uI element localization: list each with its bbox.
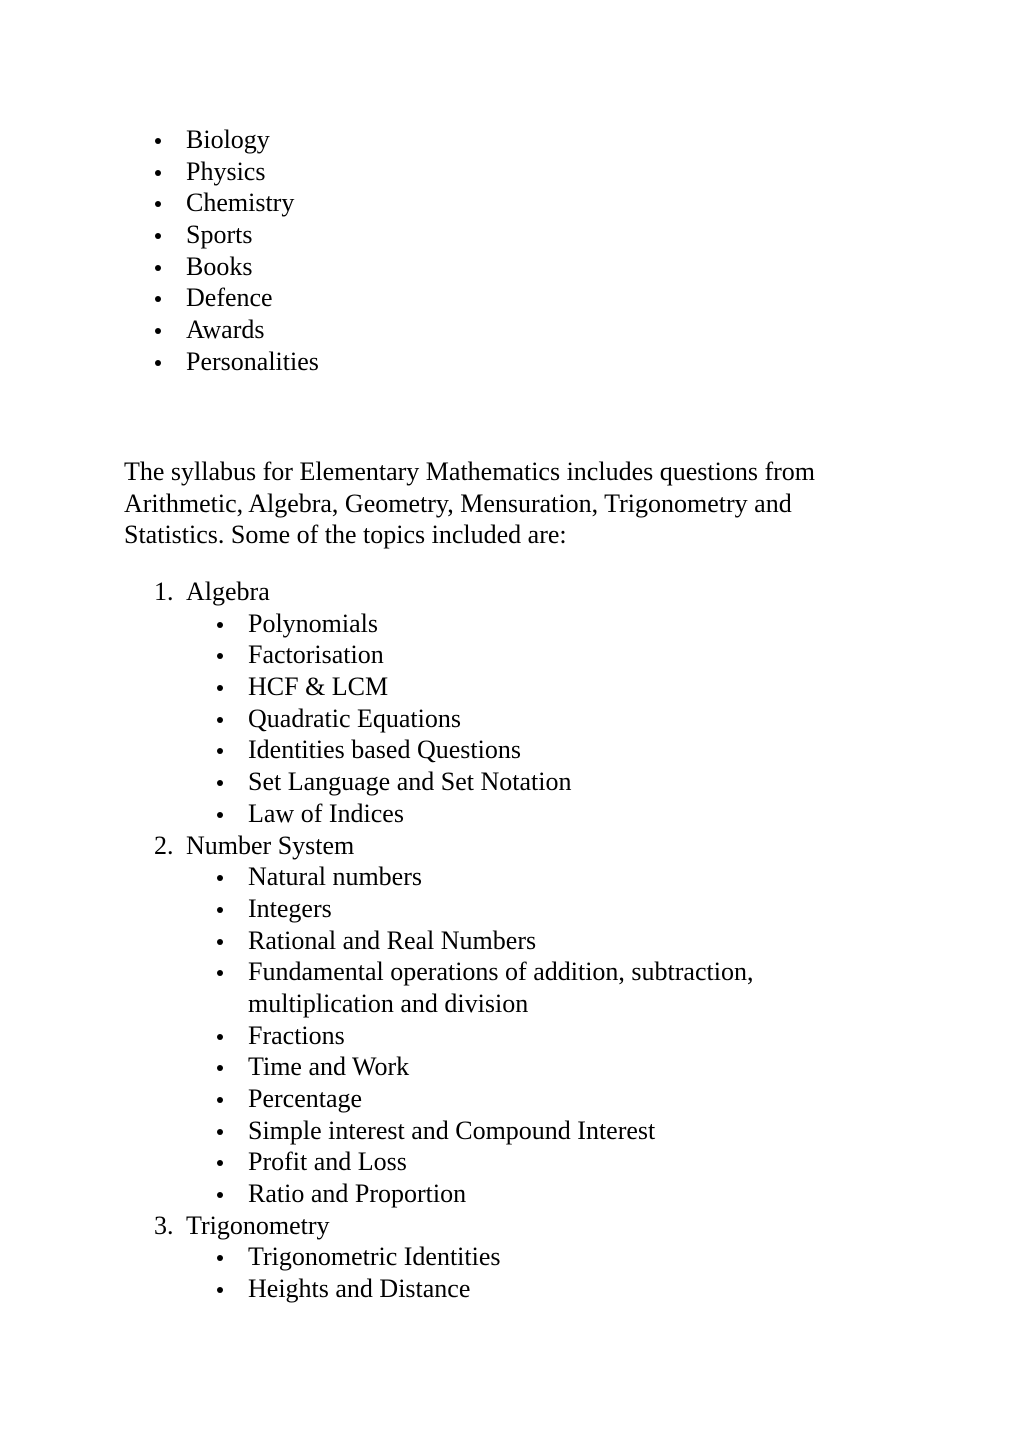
bullet-icon: [217, 939, 223, 945]
bullet-icon: [217, 780, 223, 786]
bullet-icon: [155, 233, 161, 239]
bullet-icon: [217, 1192, 223, 1198]
bullet-icon: [217, 717, 223, 723]
section-title: Trigonometry: [186, 1210, 330, 1240]
bullet-icon: [155, 296, 161, 302]
bullet-icon: [217, 970, 223, 976]
bullet-icon: [217, 1287, 223, 1293]
bullet-icon: [217, 1160, 223, 1166]
intro-line: Arithmetic, Algebra, Geometry, Mensuration, Trigonometry and: [124, 488, 792, 518]
section-number: 3.: [154, 1210, 174, 1240]
section-title: Algebra: [186, 577, 270, 606]
bullet-icon: [155, 360, 161, 366]
document-page: Biology Physics Chemistry Sports Books Defence Awards Personalities The syllabus for Elementary Mathematics includes questions from Arithmetic, Algebra, Geometry, Mensuration, Trigonometry and Statistics. Some of the topics included are: 1. Algebra Polynomials Factorisation HCF & LCM Quadratic Equations Identities based Questions Set Language and Set Notation Law of Indices 2. Number System Natural numbers Integers Rational and Real Numbers Fundamental operations of addition, subtraction, multiplication and division Fractions Time and Work Percentage Simple interest and Compound Interest Profit and Loss Ratio and Proportion 3. Trigonometry Trigonometric Identities Heights and Distance: [0, 0, 1023, 1448]
bullet-icon: [217, 685, 223, 691]
section-title: Number System: [186, 830, 355, 860]
bullet-icon: [155, 265, 161, 271]
bullet-icon: [155, 328, 161, 334]
bullet-icon: [155, 138, 161, 144]
bullet-icon: [155, 170, 161, 176]
bullet-icon: [217, 1065, 223, 1071]
bullet-icon: [217, 653, 223, 659]
intro-line: Statistics. Some of the topics included are:: [124, 520, 567, 550]
bullet-icon: [217, 1255, 223, 1261]
section-number: 2.: [154, 830, 174, 860]
bullet-icon: [217, 907, 223, 913]
section-number: 1.: [154, 577, 174, 606]
bullet-icon: [217, 1034, 223, 1040]
bullet-icon: [217, 1097, 223, 1103]
bullet-icon: [217, 875, 223, 881]
bullet-icon: [217, 748, 223, 754]
intro-line: The syllabus for Elementary Mathematics includes questions from: [124, 457, 815, 486]
bullet-icon: [217, 622, 223, 628]
intro-paragraph: [124, 456, 884, 551]
bullet-icon: [217, 812, 223, 818]
bullet-icon: [155, 201, 161, 207]
bullet-icon: [217, 1129, 223, 1135]
